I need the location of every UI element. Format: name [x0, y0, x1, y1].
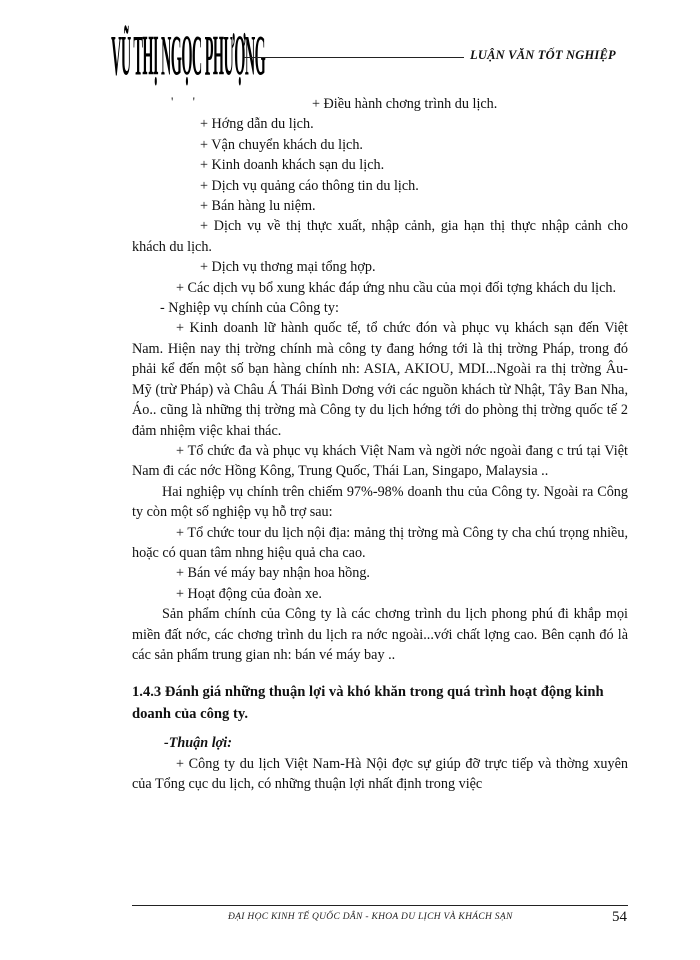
list-item: + Vận chuyển khách du lịch.: [200, 136, 363, 153]
paragraph: + Công ty du lịch Việt Nam-Hà Nội đợc sự giúp đỡ trực tiếp và thờng xuyên của Tổng cục du lịch, có những thuận lợi nhất định trong việc: [132, 755, 628, 793]
footer-text: ĐẠI HỌC KINH TẾ QUỐC DÂN - KHOA DU LỊCH VÀ KHÁCH SẠN: [228, 912, 513, 922]
list-item: + Dịch vụ thơng mại tổng hợp.: [200, 259, 376, 276]
header-rule: [244, 57, 464, 58]
paragraph: + Tổ chức đa và phục vụ khách Việt Nam và ngời nớc ngoài đang c trú tại Việt Nam đi các nớc Hồng Kông, Trung Quốc, Thái Lan, Singapo, Malaysia ..: [132, 442, 628, 480]
document-body: [132, 94, 628, 795]
section-heading: 1.4.3 Đánh giá những thuận lợi và khó khăn trong quá trình hoạt động kinh doanh của công ty.: [132, 684, 604, 723]
list-item: + Dịch vụ về thị thực xuất, nhập cảnh, gia hạn thị thực nhập cảnh cho khách du lịch.: [132, 218, 628, 255]
page-number: 54: [612, 909, 627, 925]
header-title: LUẬN VĂN TỐT NGHIỆP: [470, 48, 616, 62]
list-item: + Bán vé máy bay nhận hoa hồng.: [176, 565, 370, 582]
author-logo: [110, 24, 266, 88]
paragraph: + Kinh doanh lữ hành quốc tế, tổ chức đón và phục vụ khách sạn đến Việt Nam. Hiện nay thị trờng chính mà công ty đang hớng tới là thị trờng Pháp, trong đó phải kể đến một số bạn hàng chính nh: ASIA, AKIOU, MDI...Ngoài ra thị trờng Âu-Mỹ (trừ Pháp) và Châu Á Thái Bình Dơng với các nguồn khách từ Nhật, Tây Ban Nha, Áo.. cũng là những thị trờng mà Công ty du lịch hớng tới do phòng thị trờng quốc tế 2 đảm nhiệm việc khai thác.: [132, 320, 628, 439]
list-item: + Kinh doanh khách sạn du lịch.: [200, 157, 385, 174]
stray-marks: ' ': [171, 94, 203, 109]
subsection-heading: -Thuận lợi:: [164, 735, 232, 752]
list-item: + Dịch vụ quảng cáo thông tin du lịch.: [200, 177, 419, 194]
list-item: + Điều hành chơng trình du lịch.: [312, 96, 498, 112]
list-item: + Hoạt động của đoàn xe.: [176, 585, 322, 602]
author-logo-text: VŨ THỊ NGỌC PHƯỢNG: [110, 24, 266, 88]
list-item: + Hớng dẫn du lịch.: [200, 116, 314, 133]
list-item: + Bán hàng lu niệm.: [200, 198, 316, 215]
list-item: + Tổ chức tour du lịch nội địa: mảng thị trờng mà Công ty cha chú trọng nhiều, hoặc có quan tâm nhng hiệu quả cha cao.: [132, 524, 628, 561]
paragraph: Sản phẩm chính của Công ty là các chơng trình du lịch phong phú đi khắp mọi miền đất nớc, các chơng trình du lịch ra nớc ngoài...với chất lợng cao. Bên cạnh đó là các sản phẩm trung gian nh: bán vé máy bay ..: [132, 606, 628, 663]
list-item: + Các dịch vụ bổ xung khác đáp ứng nhu cầu của mọi đối tợng khách du lịch.: [176, 279, 617, 296]
section-label: - Nghiệp vụ chính của Công ty:: [160, 300, 339, 317]
footer-rule: [132, 905, 628, 906]
paragraph: Hai nghiệp vụ chính trên chiếm 97%-98% doanh thu của Công ty. Ngoài ra Công ty còn một số nghiệp vụ hỗ trợ sau:: [132, 483, 628, 521]
